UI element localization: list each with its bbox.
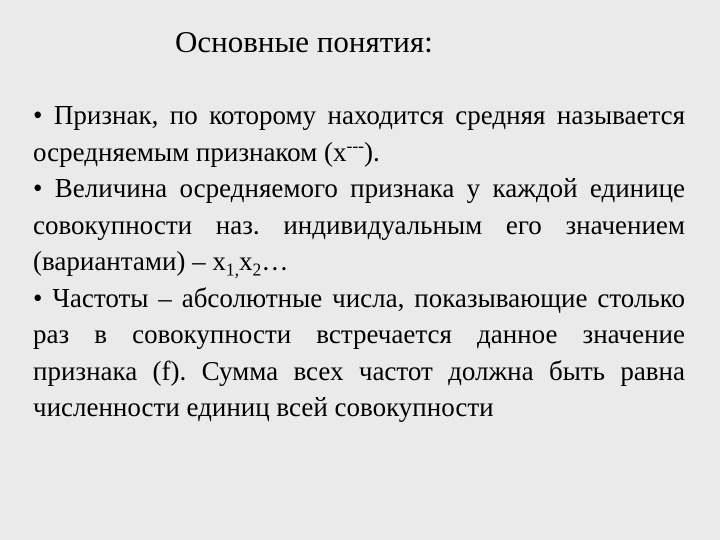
bullet-icon: • <box>33 282 43 313</box>
paragraph-2-variable: x <box>239 246 253 276</box>
paragraph-1-text-end: ). <box>364 136 380 167</box>
paragraph-2-subscript-2: 2 <box>252 259 262 280</box>
paragraph-2-text-end: … <box>261 246 289 276</box>
paragraph-1-superscript: --- <box>346 134 365 155</box>
bullet-paragraph-1 <box>33 97 685 170</box>
paragraph-3-text: Частоты – абсолютные числа, показывающие столько раз в совокупности встречается данное значение признака (f). Сумма всех частот должна быть равна численности единиц всей совокупности <box>33 282 685 422</box>
bullet-paragraph-3 <box>33 280 685 426</box>
paragraph-1-text: Признак, по которому находится средняя называется осредняемым признаком (x <box>33 100 686 167</box>
bullet-icon: • <box>33 173 43 203</box>
bullet-icon: • <box>33 100 43 130</box>
slide-title: Основные понятия: <box>175 24 433 59</box>
bullet-paragraph-2 <box>33 170 685 280</box>
paragraph-2-text: Величина осредняемого признака у каждой единице совокупности наз. индивидуальным его значением (вариантами) – x <box>33 173 686 276</box>
paragraph-2-subscript-1: 1, <box>225 259 240 280</box>
slide-body <box>33 97 685 426</box>
